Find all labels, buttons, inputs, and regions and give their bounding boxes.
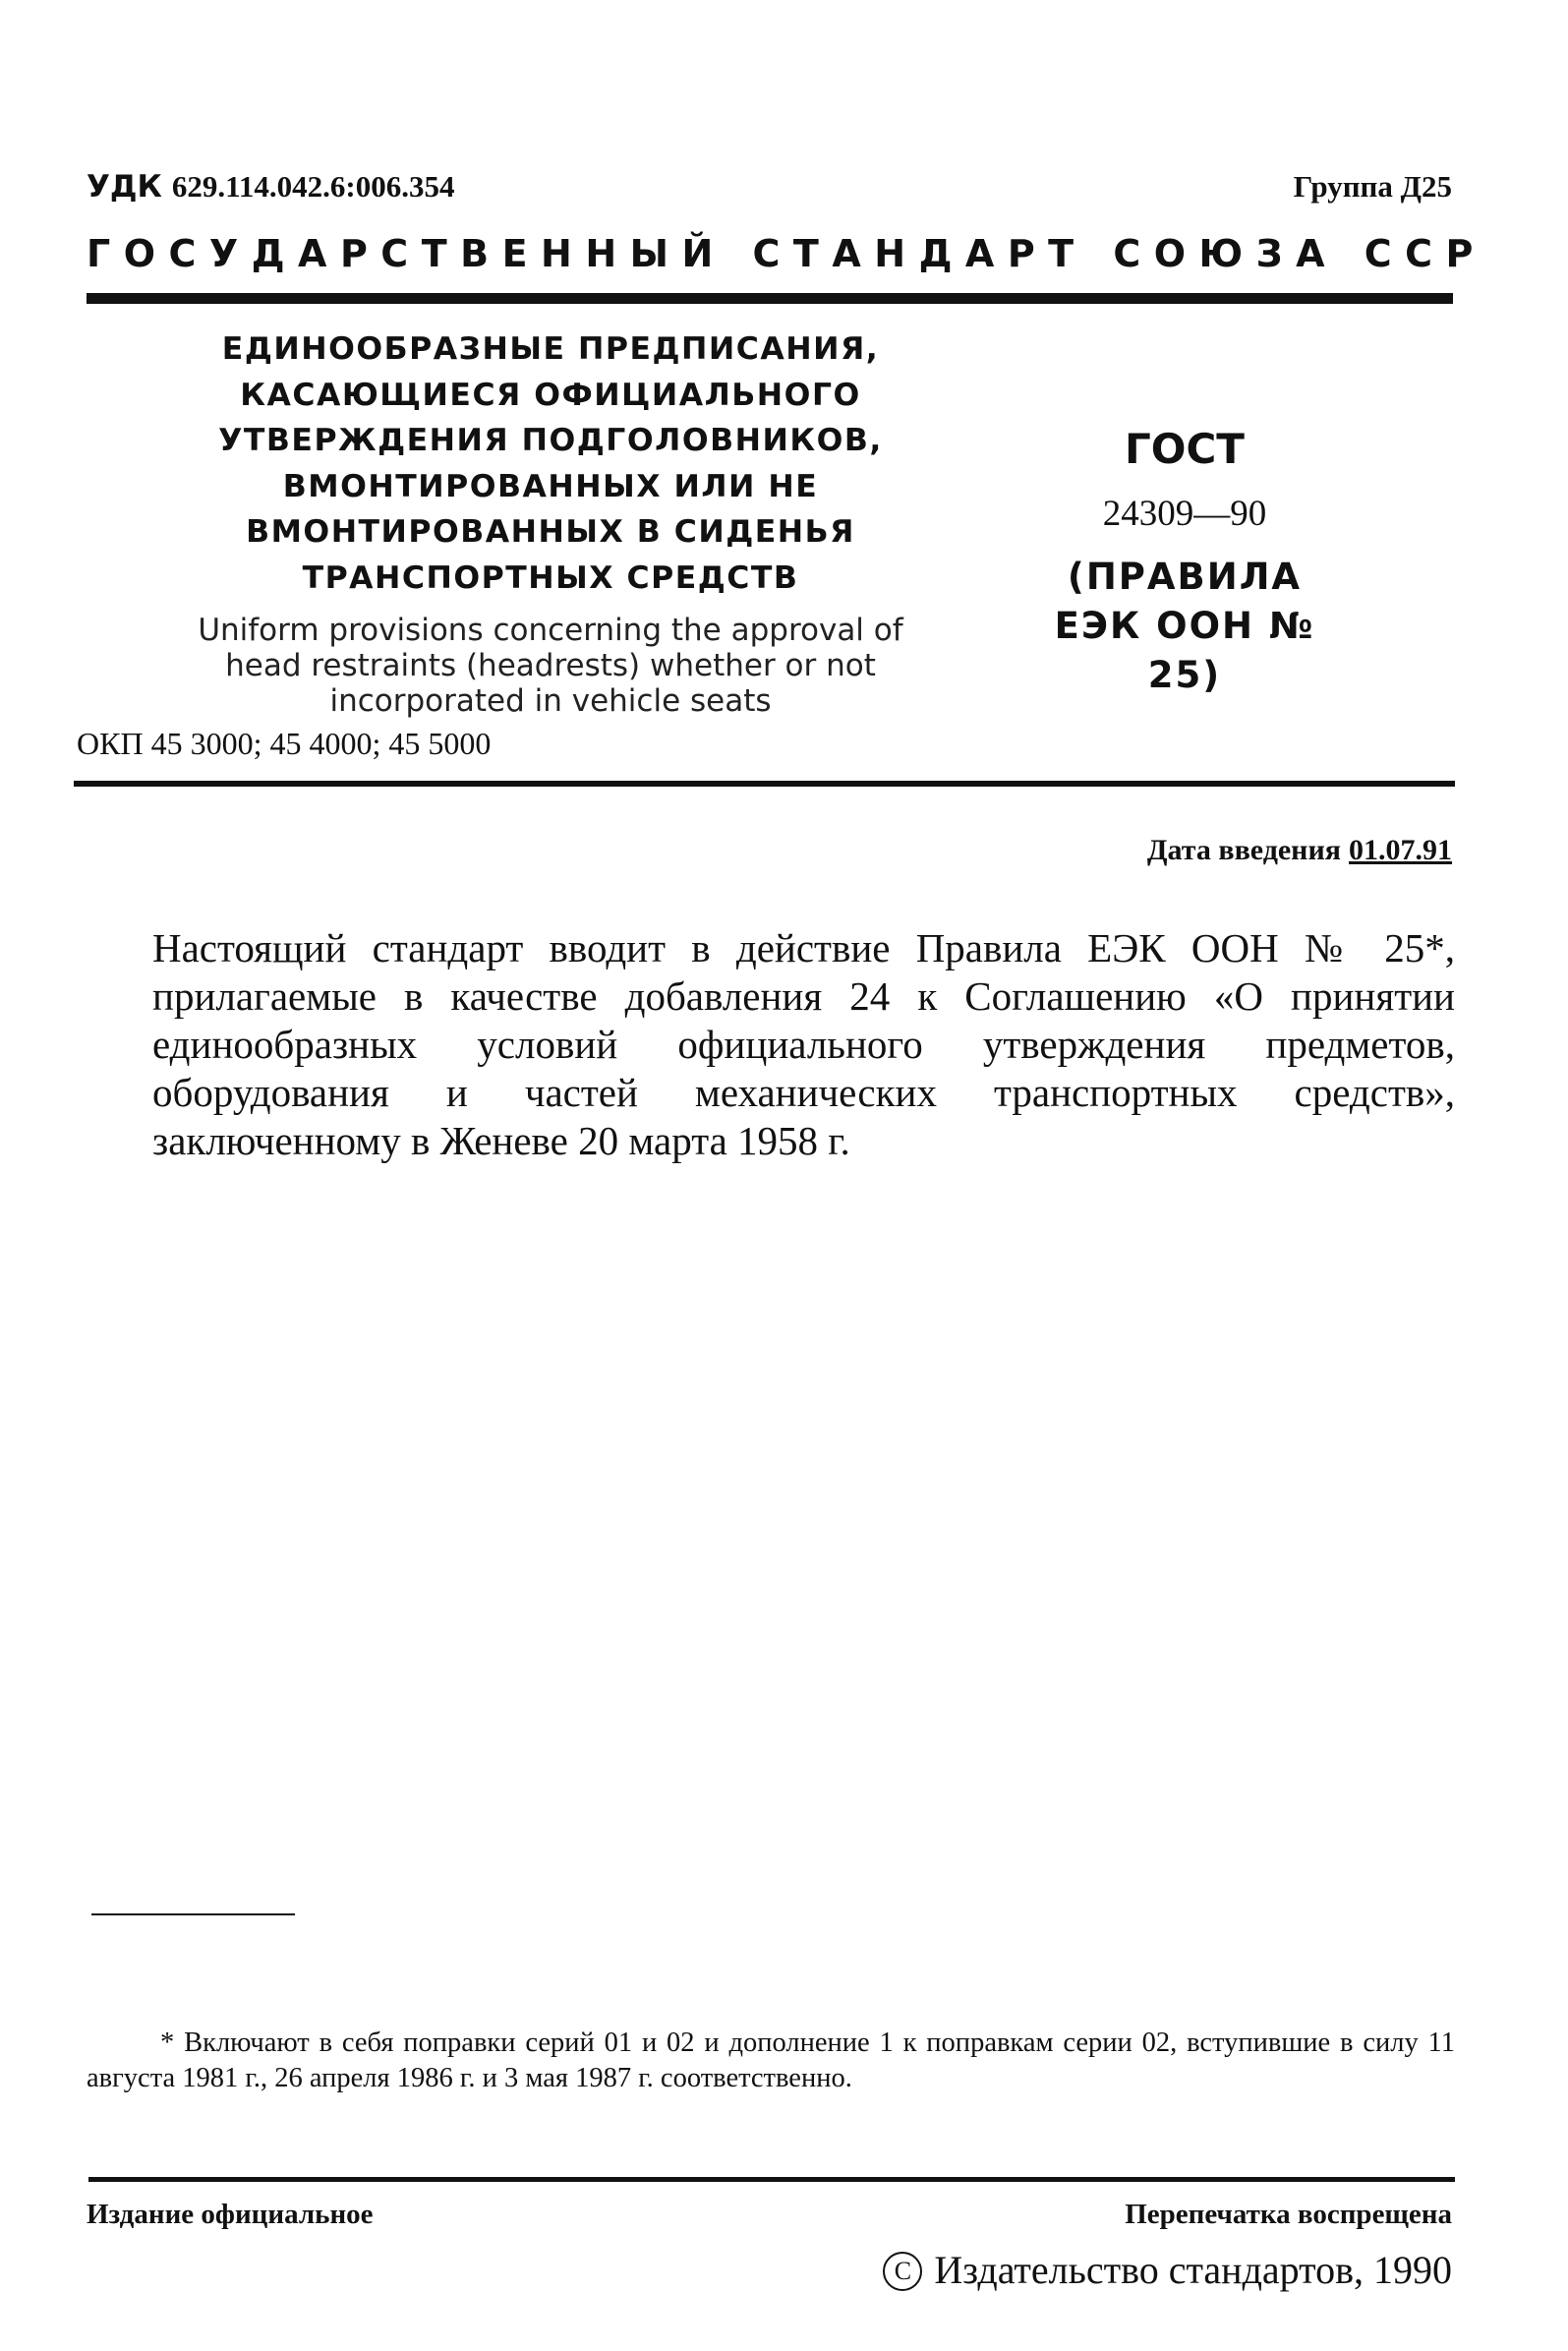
gost-block: [1022, 425, 1347, 700]
header-divider: [74, 781, 1455, 787]
gost-number: 24309—90: [1102, 494, 1267, 534]
footnote-divider: [91, 1913, 295, 1915]
body-paragraph: Настоящий стандарт вводит в действие Правила ЕЭК ООН № 25*, прилагаемые в качестве добавления 24 к Соглашению «О принятии единообразных условий официального утверждения предметов, оборудования и частей механических транспортных средств», заключенному в Женеве 20 марта 1958 г.: [152, 925, 1455, 1163]
title-en-line: Uniform provisions concerning the approval of: [198, 613, 903, 648]
copyright-text: Издательство стандартов, 1990: [934, 2248, 1452, 2292]
footnote: * Включают в себя поправки серий 01 и 02 и дополнение 1 к поправкам серии 02, вступившие в силу 11 августа 1981 г., 26 апреля 1986 г. и 3 мая 1987 г. соответственно.: [87, 2028, 1455, 2093]
copyright-icon: С: [883, 2252, 922, 2291]
copyright: [883, 2247, 1452, 2293]
okp-codes: ОКП 45 3000; 45 4000; 45 5000: [77, 726, 492, 761]
title-ru-line: КАСАЮЩИЕСЯ ОФИЦИАЛЬНОГО: [240, 377, 861, 413]
standard-title: ГОСУДАРСТВЕННЫЙ СТАНДАРТ СОЮЗА ССР: [87, 232, 1486, 275]
gost-rules: [1022, 553, 1347, 700]
top-divider: [87, 293, 1453, 304]
udk-code: [87, 169, 454, 205]
intro-date: [1147, 834, 1452, 867]
gost-rules-line: (ПРАВИЛА: [1067, 556, 1303, 598]
udk-label: УДК: [87, 169, 162, 205]
edition-label: Издание официальное: [87, 2199, 374, 2230]
title-ru-line: ВМОНТИРОВАННЫХ В СИДЕНЬЯ: [246, 514, 855, 550]
title-ru-line: УТВЕРЖДЕНИЯ ПОДГОЛОВНИКОВ,: [218, 423, 883, 458]
footer-divider: [88, 2177, 1455, 2182]
group-label: Группа Д25: [1293, 169, 1452, 204]
title-ru: [157, 326, 944, 601]
intro-date-value: 01.07.91: [1349, 834, 1452, 866]
gost-rules-line: ЕЭК ООН № 25): [1054, 605, 1315, 696]
reprint-label: Перепечатка воспрещена: [1125, 2199, 1452, 2230]
udk-value: 629.114.042.6:006.354: [171, 169, 455, 204]
intro-date-label: Дата введения: [1146, 834, 1341, 866]
title-ru-line: ВМОНТИРОВАННЫХ ИЛИ НЕ: [282, 468, 819, 504]
title-block: [157, 326, 944, 719]
gost-label: ГОСТ: [1125, 425, 1245, 473]
title-ru-line: ЕДИНООБРАЗНЫЕ ПРЕДПИСАНИЯ,: [221, 331, 880, 367]
title-en-line: incorporated in vehicle seats: [329, 683, 772, 719]
title-ru-line: ТРАНСПОРТНЫХ СРЕДСТВ: [302, 559, 799, 596]
title-en: [157, 613, 944, 719]
title-en-line: head restraints (headrests) whether or not: [225, 648, 876, 683]
